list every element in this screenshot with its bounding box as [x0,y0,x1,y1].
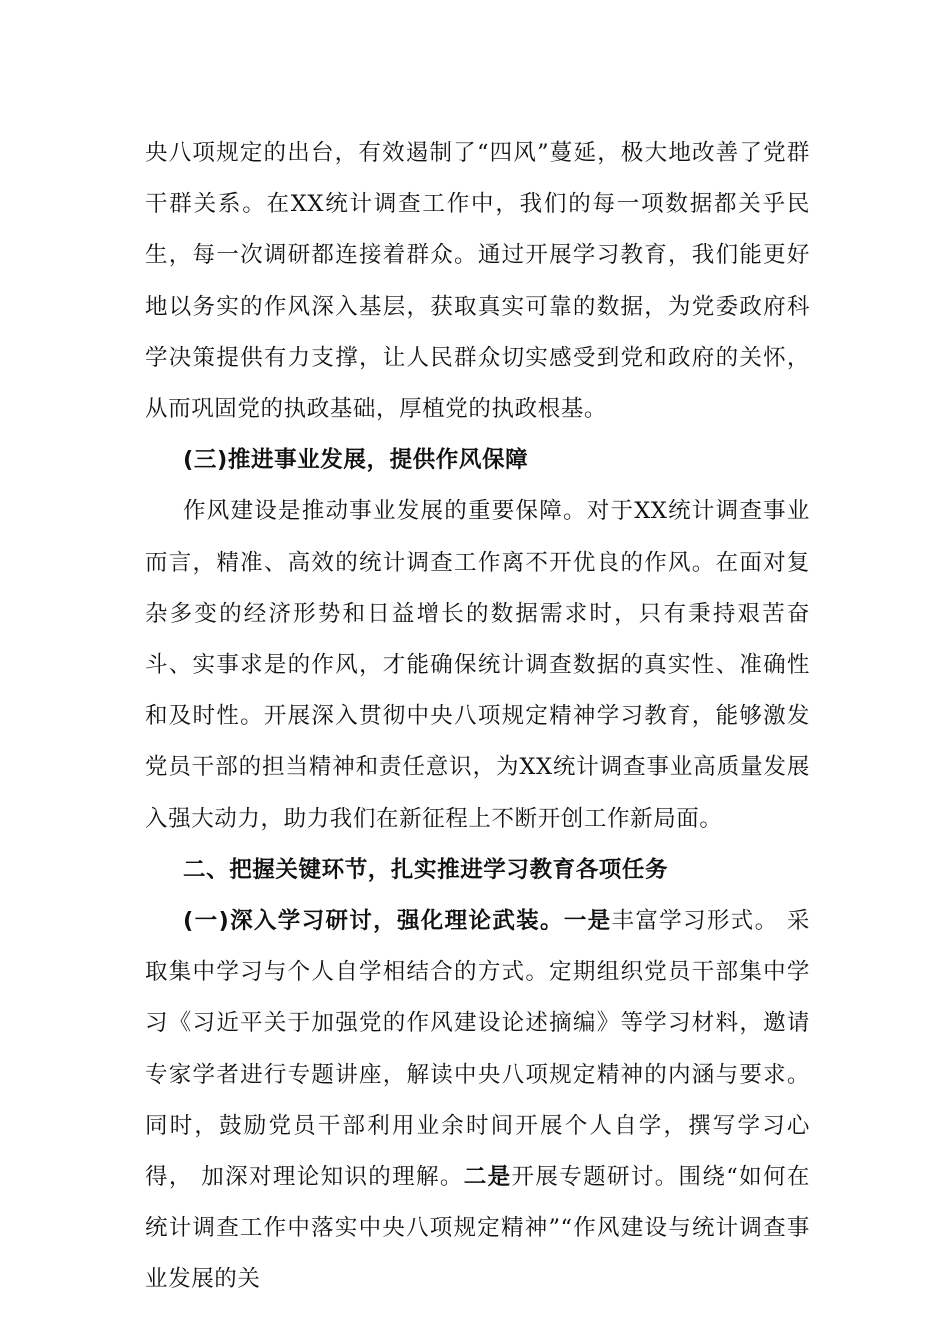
lead-bold-text: (一)深入学习研讨，强化理论武装。一是 [183,908,612,935]
subheading-3: (三)推进事业发展，提供作风保障 [183,447,529,474]
paragraph-text-a: 丰富学习形式。 采取集中学习与个人自学相结合的方式。定期组织党员干部集中学习《习近平关于加强党的作风建设论述摘编》等学习材料，邀请专家学者进行专题讲座，解读中央八项规定精神的内涵与要求。 同时，鼓励党员干部利用业余时间开展个人自学，撰写学习心得， 加深对理论知识的理解。 [145,908,811,1191]
document-body [145,128,810,1306]
bold-marker-two: 二是 [463,1164,512,1191]
paragraph-text-b: 开展专题研讨。围绕“如何在统计调查工作中落实中央八项规定精神”“作风建设与统计调查事业发展的关 [145,1164,810,1293]
paragraph-continuation: 央八项规定的出台，有效遏制了“四风”蔓延，极大地改善了党群干群关系。在XX统计调查工作中，我们的每一项数据都关乎民生，每一次调研都连接着群众。通过开展学习教育，我们能更好地以务实的作风深入基层，获取真实可靠的数据，为党委政府科学决策提供有力支撑，让人民群众切实感受到党和政府的关怀，从而巩固党的执政基础，厚植党的执政根基。 [145,140,810,423]
paragraph-study-discussion [145,896,810,1306]
paragraph-work-style: 作风建设是推动事业发展的重要保障。对于XX统计调查事业而言，精准、高效的统计调查工作离不开优良的作风。在面对复杂多变的经济形势和日益增长的数据需求时，只有秉持艰苦奋斗、实事求是的作风，才能确保统计调查数据的真实性、准确性和及时性。开展深入贯彻中央八项规定精神学习教育，能够激发党员干部的担当精神和责任意识，为XX统计调查事业高质量发展入强大动力，助力我们在新征程上不断开创工作新局面。 [145,498,810,832]
section-2-heading: 二、把握关键环节，扎实推进学习教育各项任务 [183,856,669,883]
